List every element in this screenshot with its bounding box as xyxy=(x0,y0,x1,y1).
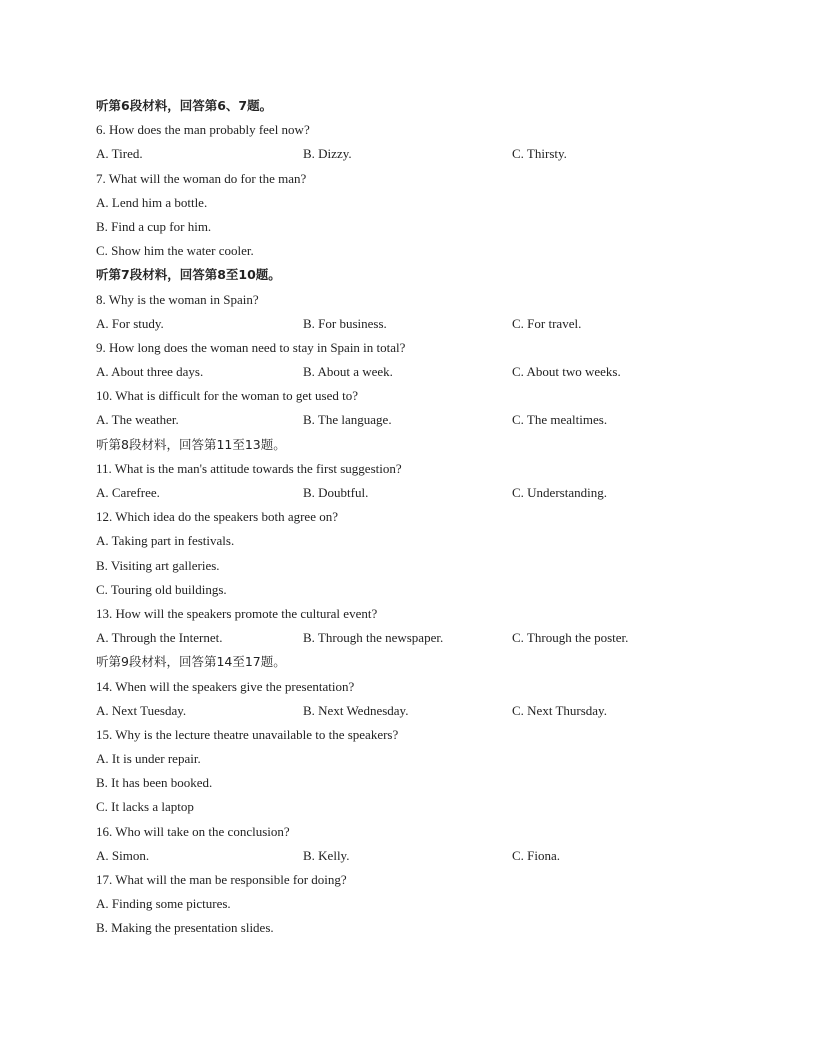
answer-option: A. For study. xyxy=(96,315,164,331)
answer-option: B. Doubtful. xyxy=(303,485,369,500)
options-row xyxy=(96,699,736,723)
answer-option: B. Dizzy. xyxy=(303,146,352,162)
options-row xyxy=(96,142,736,166)
section-heading: 听第7段材料，回答第8至10题。 xyxy=(96,267,281,283)
answer-option: B. Through the newspaper. xyxy=(303,630,444,646)
answer-option: C. Understanding. xyxy=(512,485,607,500)
question-text: 8. Why is the woman in Spain? xyxy=(96,291,259,307)
answer-option: A. Through the Internet. xyxy=(96,630,223,646)
answer-option: B. For business. xyxy=(303,315,387,331)
answer-option: A. Simon. xyxy=(96,847,150,863)
answer-option: C. Through the poster. xyxy=(512,630,629,646)
answer-option: A. Tired. xyxy=(96,146,143,162)
question-text: 13. How will the speakers promote the cultural event? xyxy=(96,605,378,621)
question-text: 7. What will the woman do for the man? xyxy=(96,170,307,186)
answer-option: B. The language. xyxy=(303,412,392,428)
question-text: 10. What is difficult for the woman to get used to? xyxy=(96,388,358,404)
answer-option: B. Next Wednesday. xyxy=(303,702,409,718)
answer-option: B. Find a cup for him. xyxy=(96,218,212,234)
answer-option: C. Thirsty. xyxy=(512,146,567,162)
question-text: 17. What will the man be responsible for doing? xyxy=(96,872,347,887)
options-row xyxy=(96,360,736,384)
exam-page xyxy=(96,94,736,941)
answer-option: C. About two weeks. xyxy=(512,364,621,380)
answer-option: A. Next Tuesday. xyxy=(96,702,187,718)
answer-option: A. About three days. xyxy=(96,364,204,380)
answer-option: B. Making the presentation slides. xyxy=(96,920,274,936)
answer-option: B. It has been booked. xyxy=(96,775,213,791)
question-text: 9. How long does the woman need to stay in Spain in total? xyxy=(96,339,406,355)
question-text: 6. How does the man probably feel now? xyxy=(96,122,310,138)
options-row xyxy=(96,408,736,432)
question-text: 15. Why is the lecture theatre unavailable to the speakers? xyxy=(96,726,399,742)
options-row xyxy=(96,626,736,650)
answer-option: C. For travel. xyxy=(512,315,582,331)
answer-option: B. Kelly. xyxy=(303,847,350,863)
answer-option: A. Lend him a bottle. xyxy=(96,194,208,210)
answer-option: C. The mealtimes. xyxy=(512,412,608,428)
answer-option: C. Touring old buildings. xyxy=(96,581,227,597)
question-text: 12. Which idea do the speakers both agree on? xyxy=(96,509,338,525)
question-text: 14. When will the speakers give the presentation? xyxy=(96,678,355,694)
question-text: 11. What is the man's attitude towards the first suggestion? xyxy=(96,460,402,476)
answer-option: C. Fiona. xyxy=(512,847,561,863)
answer-option: B. Visiting art galleries. xyxy=(96,557,220,573)
options-row xyxy=(96,844,736,868)
section-heading: 听第9段材料，回答第14至17题。 xyxy=(96,654,286,670)
answer-option: B. About a week. xyxy=(303,364,393,380)
answer-option: A. Taking part in festivals. xyxy=(96,533,235,549)
section-heading: 听第8段材料，回答第11至13题。 xyxy=(96,436,286,452)
answer-option: A. Carefree. xyxy=(96,485,160,500)
answer-option: A. Finding some pictures. xyxy=(96,896,231,912)
options-row xyxy=(96,312,736,336)
answer-option: A. It is under repair. xyxy=(96,751,201,767)
section-heading: 听第6段材料，回答第6、7题。 xyxy=(96,98,273,113)
answer-option: C. Show him the water cooler. xyxy=(96,243,254,259)
answer-option: C. Next Thursday. xyxy=(512,702,607,718)
options-row xyxy=(96,481,736,505)
question-text: 16. Who will take on the conclusion? xyxy=(96,823,290,839)
answer-option: C. It lacks a laptop xyxy=(96,799,194,815)
answer-option: A. The weather. xyxy=(96,412,179,428)
